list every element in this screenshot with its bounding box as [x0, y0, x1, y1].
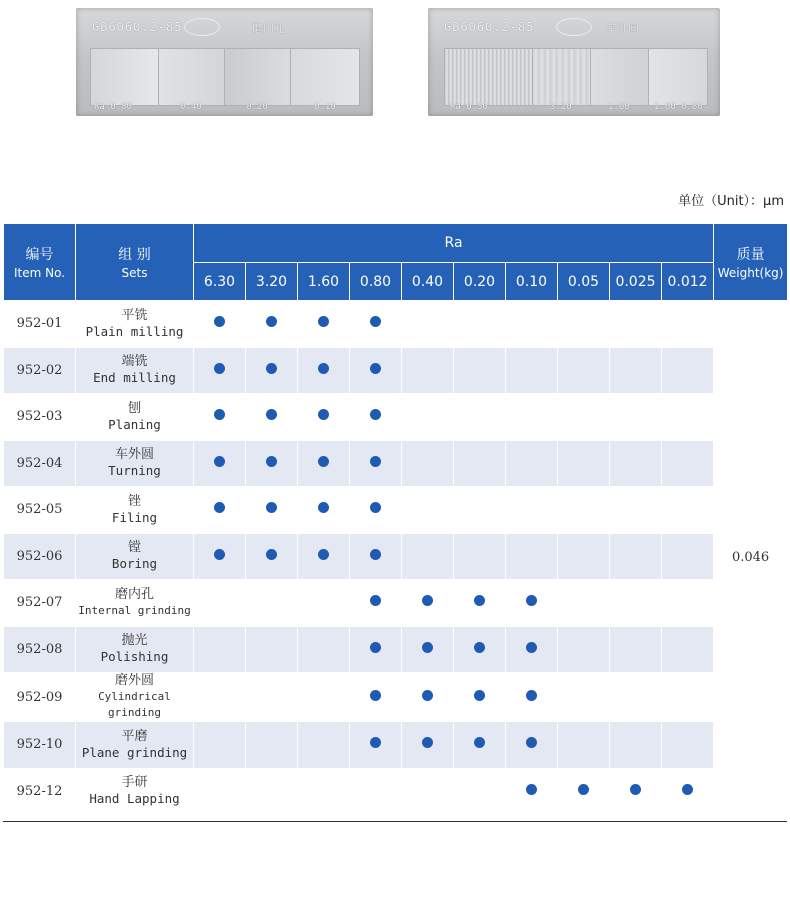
- ra-cell: [402, 768, 454, 815]
- ra-cell: [558, 347, 610, 394]
- header-ra-value: 0.10: [506, 263, 558, 301]
- ra-cell: [506, 673, 558, 722]
- ra-cell: [194, 768, 246, 815]
- header-item-en: Item No.: [13, 266, 66, 280]
- ra-cell: [298, 673, 350, 722]
- set-name-en: Boring: [111, 556, 158, 572]
- set-name-en: Polishing: [100, 649, 169, 665]
- included-dot-icon: [370, 642, 381, 653]
- included-dot-icon: [318, 363, 329, 374]
- ra-cell: [194, 722, 246, 769]
- ra-cell: [454, 394, 506, 441]
- ra-cell: [246, 347, 298, 394]
- included-dot-icon: [526, 642, 537, 653]
- ra-cell: [662, 394, 714, 441]
- ra-cell: [558, 440, 610, 487]
- specimen-code: GB6060.2-85: [92, 20, 183, 34]
- ra-cell: [506, 440, 558, 487]
- ra-cell: [246, 626, 298, 673]
- ra-cell: [298, 533, 350, 580]
- specimen-strip: [158, 48, 226, 106]
- ra-cell: [194, 394, 246, 441]
- specimen-name: 磨内孔: [252, 22, 285, 35]
- included-dot-icon: [214, 549, 225, 560]
- ra-cell: [610, 487, 662, 534]
- ra-cell: [454, 673, 506, 722]
- header-ra-value: 0.05: [558, 263, 610, 301]
- ra-cell: [194, 673, 246, 722]
- included-dot-icon: [214, 316, 225, 327]
- included-dot-icon: [318, 456, 329, 467]
- ra-cell: [298, 580, 350, 627]
- ra-cell: [350, 673, 402, 722]
- set-cell: [76, 301, 194, 348]
- table-row: [4, 580, 788, 627]
- header-ra-value: 1.60: [298, 263, 350, 301]
- ra-cell: [298, 301, 350, 348]
- specimen-strip: [590, 48, 650, 106]
- included-dot-icon: [370, 363, 381, 374]
- ra-cell: [194, 440, 246, 487]
- ra-cell: [246, 768, 298, 815]
- set-name-zh: 车外圆: [114, 447, 154, 463]
- item-no-cell: 952-08: [4, 626, 76, 673]
- ra-cell: [350, 347, 402, 394]
- item-no-cell: 952-02: [4, 347, 76, 394]
- ra-cell: [506, 301, 558, 348]
- included-dot-icon: [682, 784, 693, 795]
- ra-cell: [610, 722, 662, 769]
- header-ra-value: 0.012: [662, 263, 714, 301]
- ra-cell: [350, 301, 402, 348]
- set-name-zh: 平铣: [121, 307, 148, 323]
- included-dot-icon: [474, 595, 485, 606]
- logo-mark-icon: [184, 18, 220, 36]
- ra-cell: [662, 722, 714, 769]
- ra-cell: [246, 394, 298, 441]
- header-ra-value: 0.20: [454, 263, 506, 301]
- ra-cell: [350, 626, 402, 673]
- ra-cell: [246, 533, 298, 580]
- included-dot-icon: [370, 409, 381, 420]
- item-no-cell: 952-07: [4, 580, 76, 627]
- ra-cell: [662, 673, 714, 722]
- set-name-zh: 磨外圆: [114, 673, 154, 688]
- set-cell: [76, 394, 194, 441]
- specimen-strip: [648, 48, 708, 106]
- set-name-zh: 抛光: [121, 633, 148, 649]
- ra-cell: [454, 533, 506, 580]
- item-no-cell: 952-10: [4, 722, 76, 769]
- included-dot-icon: [422, 642, 433, 653]
- set-name-en: End milling: [93, 370, 176, 386]
- ra-cell: [610, 580, 662, 627]
- ra-cell: [610, 347, 662, 394]
- included-dot-icon: [266, 549, 277, 560]
- included-dot-icon: [370, 737, 381, 748]
- included-dot-icon: [266, 316, 277, 327]
- header-weight-zh: 质量: [736, 247, 765, 263]
- included-dot-icon: [266, 363, 277, 374]
- table-row: [4, 722, 788, 769]
- included-dot-icon: [266, 456, 277, 467]
- set-cell: [76, 673, 194, 722]
- included-dot-icon: [526, 595, 537, 606]
- scale-label: 3.20: [550, 102, 572, 112]
- header-sets-en: Sets: [121, 266, 148, 280]
- ra-cell: [246, 440, 298, 487]
- ra-cell: [610, 533, 662, 580]
- ra-cell: [298, 394, 350, 441]
- header-ra-value: 6.30: [194, 263, 246, 301]
- header-ra: Ra: [194, 224, 714, 263]
- ra-cell: [558, 533, 610, 580]
- included-dot-icon: [266, 409, 277, 420]
- scale-label: Ra 0.80: [94, 102, 132, 112]
- specimen-name: 车外圆: [606, 22, 639, 35]
- set-cell: [76, 626, 194, 673]
- ra-cell: [662, 487, 714, 534]
- specimen-strip: [532, 48, 592, 106]
- header-ra-value: 0.80: [350, 263, 402, 301]
- ra-cell: [402, 347, 454, 394]
- ra-cell: [350, 580, 402, 627]
- scale-label: 1.60: [608, 102, 630, 112]
- included-dot-icon: [214, 456, 225, 467]
- set-cell: [76, 347, 194, 394]
- header-item-zh: 编号: [25, 247, 54, 263]
- set-cell: [76, 487, 194, 534]
- logo-mark-icon: [556, 18, 592, 36]
- ra-cell: [506, 533, 558, 580]
- item-no-cell: 952-06: [4, 533, 76, 580]
- set-name-zh: 锉: [127, 493, 141, 509]
- ra-cell: [350, 768, 402, 815]
- ra-cell: [402, 394, 454, 441]
- ra-cell: [506, 722, 558, 769]
- set-name-en: Hand Lapping: [89, 791, 180, 807]
- included-dot-icon: [318, 316, 329, 327]
- included-dot-icon: [578, 784, 589, 795]
- included-dot-icon: [526, 784, 537, 795]
- ra-cell: [610, 673, 662, 722]
- ra-cell: [454, 301, 506, 348]
- included-dot-icon: [214, 363, 225, 374]
- header-item-no: [4, 224, 76, 301]
- table-bottom-rule: [3, 821, 787, 822]
- set-cell: [76, 580, 194, 627]
- item-no-cell: 952-03: [4, 394, 76, 441]
- ra-cell: [610, 394, 662, 441]
- scale-label: 0.40: [180, 102, 202, 112]
- table-row: [4, 768, 788, 815]
- ra-cell: [610, 440, 662, 487]
- set-name-zh: 刨: [127, 400, 141, 416]
- included-dot-icon: [474, 690, 485, 701]
- ra-cell: [350, 440, 402, 487]
- header-ra-value: 0.025: [610, 263, 662, 301]
- ra-cell: [350, 487, 402, 534]
- ra-cell: [610, 301, 662, 348]
- table-row: [4, 301, 788, 348]
- ra-cell: [662, 533, 714, 580]
- ra-cell: [558, 768, 610, 815]
- ra-cell: [454, 440, 506, 487]
- ra-cell: [246, 487, 298, 534]
- ra-cell: [558, 626, 610, 673]
- set-name-en: Cylindrical grinding: [98, 690, 171, 719]
- included-dot-icon: [474, 642, 485, 653]
- specimen-code: GB6060.2-85: [444, 20, 535, 34]
- set-name-zh: 平磨: [121, 728, 148, 744]
- included-dot-icon: [422, 690, 433, 701]
- table-row: [4, 673, 788, 722]
- included-dot-icon: [370, 690, 381, 701]
- ra-cell: [558, 722, 610, 769]
- ra-cell: [558, 487, 610, 534]
- ra-cell: [662, 626, 714, 673]
- specimen-strip: [290, 48, 360, 106]
- table-row: [4, 394, 788, 441]
- ra-cell: [506, 487, 558, 534]
- item-no-cell: 952-05: [4, 487, 76, 534]
- set-name-en: Plane grinding: [81, 744, 188, 760]
- ra-cell: [662, 301, 714, 348]
- scale-label: 0.10: [314, 102, 336, 112]
- ra-cell: [558, 673, 610, 722]
- ra-cell: [298, 440, 350, 487]
- ra-cell: [350, 533, 402, 580]
- ra-cell: [246, 301, 298, 348]
- ra-cell: [506, 394, 558, 441]
- set-name-zh: 磨内孔: [114, 586, 154, 602]
- ra-cell: [506, 768, 558, 815]
- included-dot-icon: [318, 549, 329, 560]
- table-row: [4, 533, 788, 580]
- included-dot-icon: [370, 456, 381, 467]
- ra-cell: [558, 394, 610, 441]
- table-row: [4, 626, 788, 673]
- ra-cell: [246, 673, 298, 722]
- included-dot-icon: [214, 409, 225, 420]
- item-no-cell: 952-01: [4, 301, 76, 348]
- included-dot-icon: [370, 316, 381, 327]
- item-no-cell: 952-04: [4, 440, 76, 487]
- header-weight: [714, 224, 788, 301]
- set-name-en: Planing: [108, 416, 161, 432]
- ra-cell: [402, 440, 454, 487]
- ra-cell: [350, 722, 402, 769]
- header-ra-value: 0.40: [402, 263, 454, 301]
- ra-cell: [194, 580, 246, 627]
- set-name-en: Internal grinding: [78, 603, 191, 617]
- ra-cell: [454, 487, 506, 534]
- specimen-strip: [224, 48, 292, 106]
- included-dot-icon: [422, 737, 433, 748]
- table-row: [4, 440, 788, 487]
- set-cell: [76, 533, 194, 580]
- ra-cell: [402, 487, 454, 534]
- ra-cell: [298, 487, 350, 534]
- header-sets: [76, 224, 194, 301]
- ra-cell: [454, 347, 506, 394]
- ra-cell: [662, 347, 714, 394]
- included-dot-icon: [526, 690, 537, 701]
- item-no-cell: 952-12: [4, 768, 76, 815]
- header-ra-value: 3.20: [246, 263, 298, 301]
- ra-cell: [610, 768, 662, 815]
- included-dot-icon: [526, 737, 537, 748]
- included-dot-icon: [370, 549, 381, 560]
- ra-cell: [506, 347, 558, 394]
- specimen-strip: [90, 48, 160, 106]
- ra-cell: [662, 580, 714, 627]
- set-cell: [76, 440, 194, 487]
- scale-label: Ra 6.30: [450, 102, 488, 112]
- ra-cell: [402, 580, 454, 627]
- ra-cell: [298, 722, 350, 769]
- set-cell: [76, 722, 194, 769]
- scale-label: 0.20: [246, 102, 268, 112]
- included-dot-icon: [370, 595, 381, 606]
- ra-cell: [662, 440, 714, 487]
- included-dot-icon: [630, 784, 641, 795]
- ra-cell: [194, 626, 246, 673]
- ra-cell: [402, 673, 454, 722]
- ra-cell: [454, 626, 506, 673]
- ra-cell: [350, 394, 402, 441]
- ra-cell: [246, 580, 298, 627]
- included-dot-icon: [266, 502, 277, 513]
- ra-cell: [298, 768, 350, 815]
- included-dot-icon: [370, 502, 381, 513]
- ra-cell: [402, 722, 454, 769]
- ra-cell: [506, 580, 558, 627]
- header-weight-en: Weight(kg): [717, 266, 784, 280]
- included-dot-icon: [318, 502, 329, 513]
- set-name-zh: 镗: [127, 540, 141, 556]
- ra-cell: [194, 533, 246, 580]
- ra-cell: [402, 301, 454, 348]
- specimen-photo-internal-grinding: [76, 8, 373, 116]
- set-name-en: Plain milling: [85, 323, 184, 339]
- set-name-en: Filing: [111, 509, 158, 525]
- table-row: [4, 347, 788, 394]
- ra-cell: [454, 722, 506, 769]
- set-cell: [76, 768, 194, 815]
- ra-cell: [558, 301, 610, 348]
- set-name-zh: 端铣: [121, 354, 148, 370]
- ra-cell: [610, 626, 662, 673]
- ra-cell: [402, 533, 454, 580]
- unit-label: 单位（Unit）：μm: [678, 194, 784, 209]
- table-row: [4, 487, 788, 534]
- included-dot-icon: [318, 409, 329, 420]
- ra-cell: [194, 347, 246, 394]
- ra-cell: [454, 580, 506, 627]
- ra-cell: [246, 722, 298, 769]
- ra-cell: [194, 301, 246, 348]
- scale-label: 1.60 0.80: [654, 102, 703, 112]
- set-name-en: Turning: [108, 463, 161, 479]
- roughness-table: [3, 223, 788, 815]
- ra-cell: [194, 487, 246, 534]
- ra-cell: [662, 768, 714, 815]
- ra-cell: [298, 347, 350, 394]
- ra-cell: [402, 626, 454, 673]
- set-name-zh: 手研: [121, 775, 148, 791]
- included-dot-icon: [474, 737, 485, 748]
- item-no-cell: 952-09: [4, 673, 76, 722]
- included-dot-icon: [422, 595, 433, 606]
- ra-cell: [454, 768, 506, 815]
- weight-cell: 0.046: [714, 301, 788, 815]
- ra-cell: [506, 626, 558, 673]
- header-sets-zh: 组 别: [118, 247, 151, 263]
- included-dot-icon: [214, 502, 225, 513]
- ra-cell: [558, 580, 610, 627]
- ra-cell: [298, 626, 350, 673]
- specimen-strip: [444, 48, 534, 106]
- specimen-photo-turning: [428, 8, 720, 116]
